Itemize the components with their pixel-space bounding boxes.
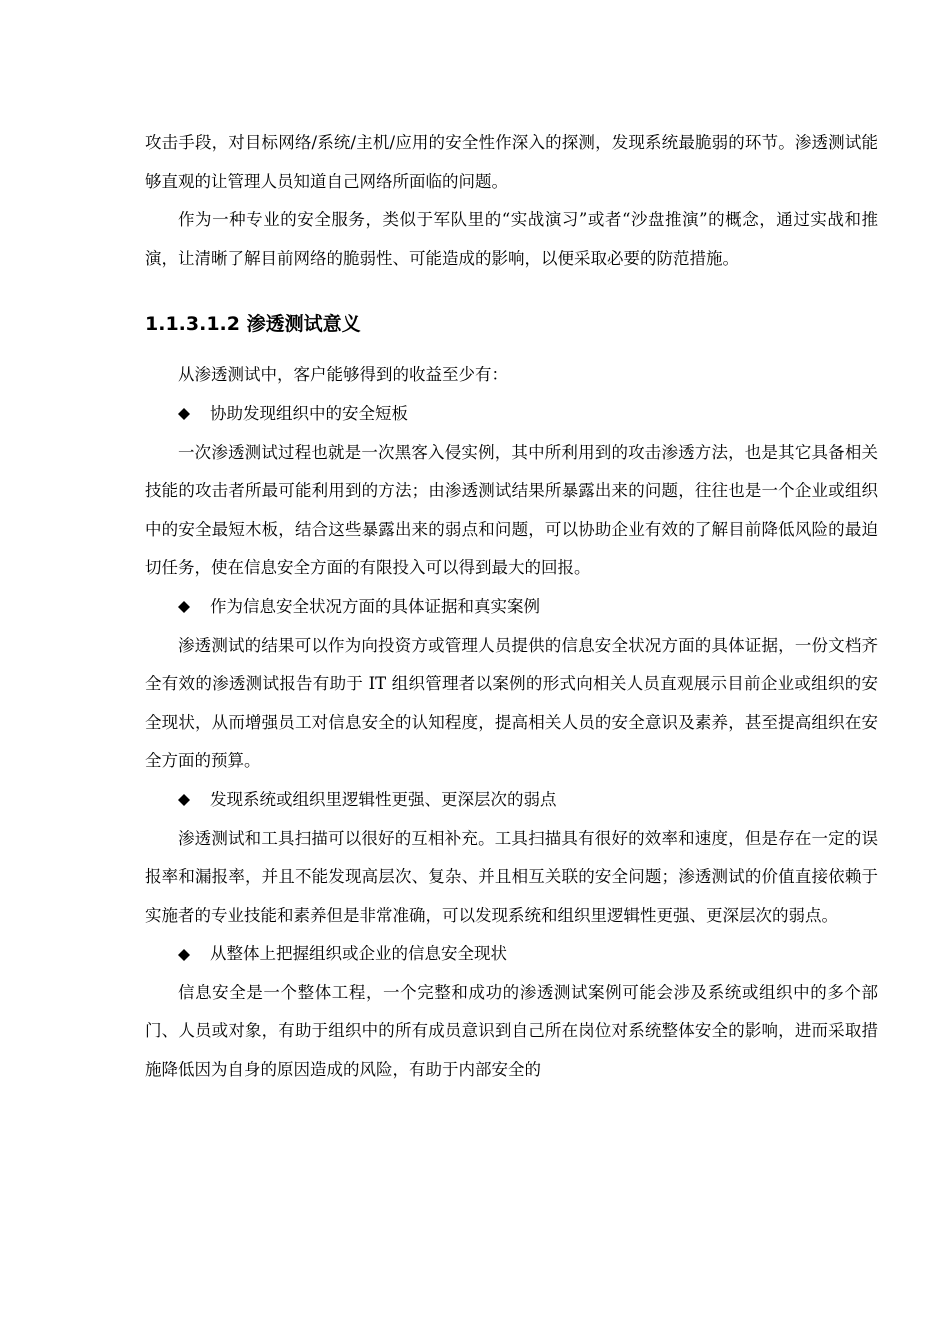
bullet-item: [145, 781, 878, 820]
diamond-bullet-icon: [178, 601, 190, 613]
bullet-item: [145, 588, 878, 627]
section-intro: 从渗透测试中，客户能够得到的收益至少有：: [178, 365, 508, 385]
bullet-title: 协助发现组织中的安全短板: [210, 403, 408, 423]
bullet-body: 信息安全是一个整体工程，一个完整和成功的渗透测试案例可能会涉及系统或组织中的多个部门、人员或对象，有助于组织中的所有成员意识到自己所在岗位对系统整体安全的影响，进而采取措施降低因为自身的原因造成的风险，有助于内部安全的: [145, 982, 878, 1080]
diamond-bullet-icon: [178, 408, 190, 420]
paragraph-continued: 攻击手段，对目标网络/系统/主机/应用的安全性作深入的探测，发现系统最脆弱的环节。渗透测试能够直观的让管理人员知道自己网络所面临的问题。: [145, 133, 878, 191]
document-body: [145, 124, 878, 1090]
bullet-item: [145, 935, 878, 974]
diamond-bullet-icon: [178, 794, 190, 806]
paragraph: 作为一种专业的安全服务，类似于军队里的“实战演习”或者“沙盘推演”的概念，通过实战和推演，让清晰了解目前网络的脆弱性、可能造成的影响，以便采取必要的防范措施。: [145, 210, 878, 268]
bullet-title: 发现系统或组织里逻辑性更强、更深层次的弱点: [210, 789, 557, 809]
bullet-body: 一次渗透测试过程也就是一次黑客入侵实例，其中所利用到的攻击渗透方法，也是其它具备相关技能的攻击者所最可能利用到的方法；由渗透测试结果所暴露出来的问题，往往也是一个企业或组织中的安全最短木板，结合这些暴露出来的弱点和问题，可以协助企业有效的了解目前降低风险的最迫切任务，使在信息安全方面的有限投入可以得到最大的回报。: [145, 442, 878, 578]
bullet-item: [145, 395, 878, 434]
bullet-title: 从整体上把握组织或企业的信息安全现状: [210, 944, 507, 964]
bullet-body: 渗透测试的结果可以作为向投资方或管理人员提供的信息安全状况方面的具体证据，一份文档齐全有效的渗透测试报告有助于 IT 组织管理者以案例的形式向相关人员直观展示目前企业或组织的安全现状，从而增强员工对信息安全的认知程度，提高相关人员的安全意识及素养，甚至提高组织在安全方面的预算。: [145, 635, 878, 771]
bullet-body: 渗透测试和工具扫描可以很好的互相补充。工具扫描具有很好的效率和速度，但是存在一定的误报率和漏报率，并且不能发现高层次、复杂、并且相互关联的安全问题；渗透测试的价值直接依赖于实施者的专业技能和素养但是非常准确，可以发现系统和组织里逻辑性更强、更深层次的弱点。: [145, 828, 878, 925]
bullet-title: 作为信息安全状况方面的具体证据和真实案例: [210, 596, 540, 616]
diamond-bullet-icon: [178, 949, 190, 961]
section-heading: 1.1.3.1.2 渗透测试意义: [145, 313, 361, 336]
